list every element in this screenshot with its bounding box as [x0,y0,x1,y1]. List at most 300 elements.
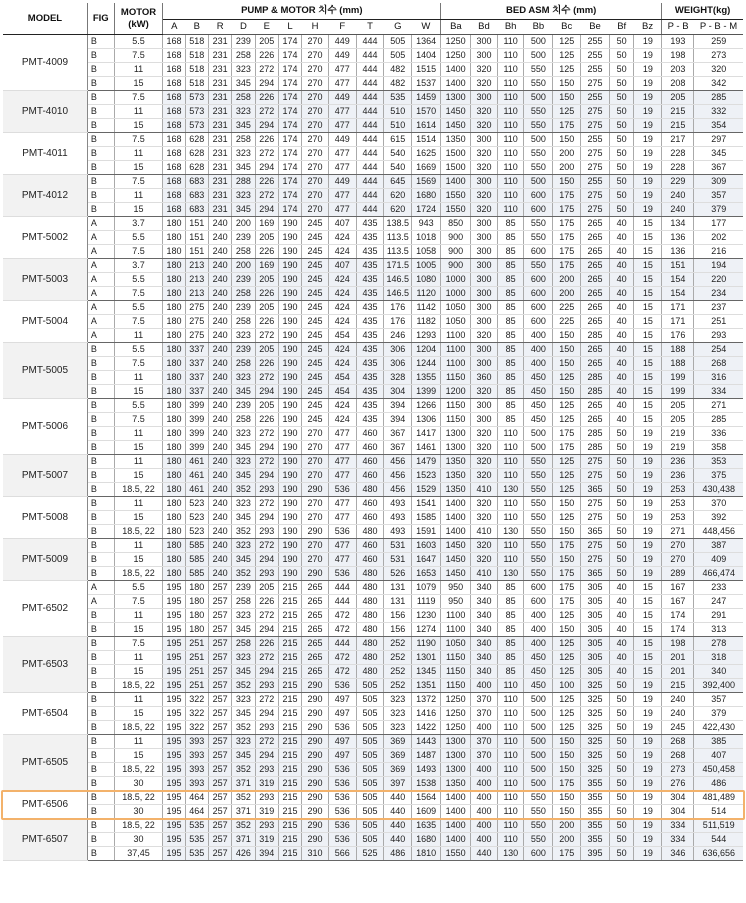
fig-cell: B [87,427,114,441]
value-cell: 40 [609,665,633,679]
value-cell: 320 [471,553,498,567]
value-cell: 239 [232,343,255,357]
value-cell: 130 [497,567,524,581]
table-row [3,189,743,203]
value-cell: 289 [662,567,694,581]
value-cell: 245 [302,259,329,273]
value-cell: 265 [302,637,329,651]
value-cell: 1100 [441,609,471,623]
value-cell: 272 [255,105,278,119]
motor-cell: 5.5 [114,301,163,315]
value-cell: 477 [328,77,356,91]
value-cell: 357 [694,693,743,707]
value-cell: 536 [328,483,356,497]
value-cell: 400 [471,777,498,791]
motor-cell: 11 [114,147,163,161]
value-cell: 1350 [441,777,471,791]
value-cell: 440 [471,847,498,861]
value-cell: 85 [497,385,524,399]
value-cell: 435 [356,413,384,427]
value-cell: 151 [185,245,208,259]
value-cell: 40 [609,637,633,651]
value-cell: 320 [471,63,498,77]
value-cell: 1603 [412,539,441,553]
value-cell: 240 [208,455,231,469]
value-cell: 337 [185,343,208,357]
value-cell: 531 [384,539,412,553]
value-cell: 265 [302,609,329,623]
value-cell: 110 [497,763,524,777]
value-cell: 500 [524,427,553,441]
value-cell: 110 [497,147,524,161]
value-cell: 456 [384,469,412,483]
value-cell: 466,474 [694,567,743,581]
value-cell: 275 [185,329,208,343]
value-cell: 240 [208,483,231,497]
value-cell: 365 [581,483,610,497]
value-cell: 461 [185,455,208,469]
value-cell: 19 [634,749,662,763]
value-cell: 340 [694,665,743,679]
value-cell: 205 [255,301,278,315]
motor-cell: 5.5 [114,273,163,287]
table-row [3,287,743,301]
value-cell: 355 [581,833,610,847]
value-cell: 1250 [441,721,471,735]
value-cell: 190 [278,441,301,455]
table-row [3,553,743,567]
value-cell: 352 [232,679,255,693]
value-cell: 1120 [412,287,441,301]
value-cell: 394 [384,413,412,427]
table-row [3,693,743,707]
value-cell: 270 [302,189,329,203]
table-row [3,623,743,637]
table-row [3,665,743,679]
value-cell: 195 [163,721,185,735]
value-cell: 50 [609,497,633,511]
value-cell: 1355 [412,371,441,385]
fig-cell: B [87,189,114,203]
value-cell: 357 [694,189,743,203]
value-cell: 100 [553,679,581,693]
value-cell: 1300 [441,749,471,763]
value-cell: 294 [255,469,278,483]
value-cell: 180 [163,567,185,581]
motor-cell: 15 [114,77,163,91]
value-cell: 194 [694,259,743,273]
value-cell: 245 [302,371,329,385]
value-cell: 410 [471,525,498,539]
value-cell: 1200 [441,385,471,399]
fig-cell: B [87,441,114,455]
value-cell: 110 [497,469,524,483]
value-cell: 334 [662,819,694,833]
value-cell: 318 [694,651,743,665]
value-cell: 367 [694,161,743,175]
value-cell: 180 [163,371,185,385]
value-cell: 50 [609,679,633,693]
motor-cell: 15 [114,511,163,525]
value-cell: 1550 [441,203,471,217]
column-header: G [384,20,412,35]
value-cell: 323 [232,63,255,77]
value-cell: 19 [634,455,662,469]
fig-cell: B [87,119,114,133]
value-cell: 300 [471,287,498,301]
value-cell: 50 [609,63,633,77]
motor-cell: 11 [114,539,163,553]
value-cell: 320 [471,147,498,161]
value-cell: 150 [553,749,581,763]
value-cell: 500 [524,91,553,105]
value-cell: 180 [185,595,208,609]
value-cell: 293 [255,819,278,833]
value-cell: 110 [497,679,524,693]
value-cell: 174 [278,175,301,189]
value-cell: 525 [356,847,384,861]
value-cell: 268 [662,749,694,763]
value-cell: 435 [356,343,384,357]
value-cell: 19 [634,833,662,847]
value-cell: 272 [255,693,278,707]
value-cell: 482 [384,77,412,91]
value-cell: 379 [694,203,743,217]
fig-header: FIG [87,3,114,35]
value-cell: 174 [278,203,301,217]
value-cell: 175 [553,119,581,133]
value-cell: 1204 [412,343,441,357]
value-cell: 240 [208,231,231,245]
value-cell: 353 [694,455,743,469]
value-cell: 15 [634,651,662,665]
value-cell: 258 [232,357,255,371]
value-cell: 85 [497,609,524,623]
value-cell: 226 [255,49,278,63]
value-cell: 310 [302,847,329,861]
value-cell: 352 [232,525,255,539]
value-cell: 231 [208,203,231,217]
value-cell: 1050 [441,315,471,329]
value-cell: 200 [553,819,581,833]
value-cell: 270 [302,35,329,49]
value-cell: 1523 [412,469,441,483]
value-cell: 290 [302,833,329,847]
value-cell: 168 [163,119,185,133]
value-cell: 174 [278,91,301,105]
value-cell: 205 [255,581,278,595]
value-cell: 275 [581,455,610,469]
value-cell: 205 [662,399,694,413]
motor-cell: 30 [114,777,163,791]
value-cell: 50 [609,49,633,63]
value-cell: 536 [328,805,356,819]
value-cell: 85 [497,637,524,651]
value-cell: 505 [356,791,384,805]
value-cell: 226 [255,133,278,147]
table-row [3,245,743,259]
value-cell: 345 [232,707,255,721]
motor-cell: 11 [114,497,163,511]
value-cell: 270 [302,539,329,553]
fig-cell: B [87,623,114,637]
value-cell: 146.5 [384,287,412,301]
value-cell: 215 [278,707,301,721]
motor-cell: 5.5 [114,581,163,595]
value-cell: 240 [662,707,694,721]
value-cell: 215 [278,581,301,595]
value-cell: 255 [581,91,610,105]
value-cell: 387 [694,539,743,553]
value-cell: 219 [662,427,694,441]
value-cell: 424 [328,231,356,245]
value-cell: 477 [328,553,356,567]
pump-spec-table [3,3,743,861]
value-cell: 125 [553,63,581,77]
value-cell: 251 [185,679,208,693]
value-cell: 50 [609,833,633,847]
value-cell: 1300 [441,91,471,105]
value-cell: 371 [232,805,255,819]
value-cell: 500 [524,175,553,189]
value-cell: 19 [634,553,662,567]
value-cell: 180 [163,385,185,399]
column-header: D [232,20,255,35]
value-cell: 320 [471,455,498,469]
value-cell: 40 [609,581,633,595]
value-cell: 464 [185,791,208,805]
value-cell: 444 [328,581,356,595]
motor-cell: 3.7 [114,259,163,273]
value-cell: 226 [255,315,278,329]
value-cell: 325 [581,735,610,749]
value-cell: 215 [278,609,301,623]
value-cell: 410 [471,567,498,581]
value-cell: 50 [609,441,633,455]
value-cell: 110 [497,427,524,441]
value-cell: 136 [662,231,694,245]
motor-cell: 18.5, 22 [114,567,163,581]
value-cell: 345 [232,665,255,679]
value-cell: 536 [328,721,356,735]
value-cell: 255 [581,175,610,189]
value-cell: 360 [471,371,498,385]
value-cell: 550 [524,161,553,175]
value-cell: 1142 [412,301,441,315]
model-group [3,637,743,693]
value-cell: 514 [694,805,743,819]
value-cell: 1514 [412,133,441,147]
value-cell: 435 [356,287,384,301]
value-cell: 110 [497,63,524,77]
value-cell: 440 [384,791,412,805]
motor-header-unit: (kW) [128,18,149,30]
value-cell: 1345 [412,665,441,679]
value-cell: 252 [384,651,412,665]
value-cell: 320 [471,511,498,525]
value-cell: 85 [497,329,524,343]
value-cell: 240 [208,497,231,511]
value-cell: 190 [278,245,301,259]
value-cell: 150 [553,735,581,749]
value-cell: 424 [328,273,356,287]
value-cell: 300 [471,399,498,413]
value-cell: 150 [553,763,581,777]
value-cell: 550 [524,217,553,231]
value-cell: 477 [328,119,356,133]
value-cell: 500 [524,735,553,749]
fig-cell: B [87,805,114,819]
value-cell: 1515 [412,63,441,77]
value-cell: 424 [328,301,356,315]
value-cell: 400 [524,357,553,371]
motor-cell: 7.5 [114,413,163,427]
value-cell: 180 [163,399,185,413]
value-cell: 180 [163,539,185,553]
motor-cell: 11 [114,329,163,343]
value-cell: 110 [497,133,524,147]
value-cell: 300 [471,245,498,259]
value-cell: 319 [255,805,278,819]
value-cell: 245 [302,385,329,399]
value-cell: 472 [328,665,356,679]
motor-cell: 15 [114,553,163,567]
value-cell: 313 [694,623,743,637]
value-cell: 1119 [412,595,441,609]
fig-cell: B [87,483,114,497]
value-cell: 1182 [412,315,441,329]
table-row [3,581,743,595]
value-cell: 19 [634,791,662,805]
value-cell: 85 [497,231,524,245]
value-cell: 550 [524,147,553,161]
value-cell: 265 [302,595,329,609]
value-cell: 200 [553,273,581,287]
motor-cell: 7.5 [114,245,163,259]
value-cell: 130 [497,525,524,539]
value-cell: 306 [384,357,412,371]
value-cell: 50 [609,805,633,819]
value-cell: 231 [208,35,231,49]
table-row [3,301,743,315]
value-cell: 110 [497,49,524,63]
value-cell: 482 [384,63,412,77]
value-cell: 85 [497,315,524,329]
value-cell: 1564 [412,791,441,805]
value-cell: 205 [255,399,278,413]
motor-cell: 11 [114,693,163,707]
value-cell: 300 [471,413,498,427]
value-cell: 110 [497,35,524,49]
model-group [3,259,743,301]
fig-cell: A [87,301,114,315]
value-cell: 523 [185,497,208,511]
value-cell: 85 [497,259,524,273]
value-cell: 19 [634,805,662,819]
value-cell: 1250 [441,35,471,49]
value-cell: 270 [662,553,694,567]
value-cell: 1018 [412,231,441,245]
value-cell: 195 [163,651,185,665]
table-row [3,161,743,175]
value-cell: 320 [471,203,498,217]
value-cell: 450 [524,371,553,385]
value-cell: 40 [609,287,633,301]
motor-cell: 15 [114,203,163,217]
value-cell: 305 [581,665,610,679]
value-cell: 1400 [441,511,471,525]
value-cell: 620 [384,203,412,217]
value-cell: 150 [553,175,581,189]
value-cell: 535 [384,91,412,105]
value-cell: 239 [232,35,255,49]
value-cell: 290 [302,777,329,791]
value-cell: 257 [208,721,231,735]
value-cell: 150 [553,329,581,343]
value-cell: 168 [163,203,185,217]
value-cell: 50 [609,105,633,119]
value-cell: 50 [609,567,633,581]
value-cell: 477 [328,427,356,441]
value-cell: 40 [609,623,633,637]
value-cell: 450 [524,413,553,427]
value-cell: 245 [302,245,329,259]
value-cell: 125 [553,413,581,427]
motor-cell: 15 [114,623,163,637]
fig-cell: A [87,581,114,595]
value-cell: 213 [185,259,208,273]
model-cell: PMT-6506 [3,791,87,819]
value-cell: 320 [471,427,498,441]
value-cell: 15 [634,273,662,287]
value-cell: 293 [255,525,278,539]
value-cell: 258 [232,595,255,609]
value-cell: 168 [163,91,185,105]
value-cell: 265 [581,399,610,413]
value-cell: 435 [356,399,384,413]
value-cell: 345 [232,203,255,217]
value-cell: 19 [634,721,662,735]
value-cell: 19 [634,161,662,175]
value-cell: 151 [662,259,694,273]
value-cell: 85 [497,301,524,315]
value-cell: 460 [356,455,384,469]
motor-cell: 18.5, 22 [114,679,163,693]
value-cell: 1244 [412,357,441,371]
motor-header [114,3,163,35]
value-cell: 486 [384,847,412,861]
value-cell: 168 [163,147,185,161]
value-cell: 257 [208,707,231,721]
value-cell: 444 [356,49,384,63]
value-cell: 600 [524,203,553,217]
value-cell: 306 [384,343,412,357]
motor-header-label: MOTOR [120,7,157,18]
table-row [3,217,743,231]
value-cell: 231 [208,189,231,203]
model-group [3,497,743,539]
value-cell: 175 [553,567,581,581]
value-cell: 370 [694,497,743,511]
value-cell: 422,430 [694,721,743,735]
model-group [3,175,743,217]
value-cell: 1541 [412,497,441,511]
model-cell: PMT-5006 [3,399,87,455]
value-cell: 325 [581,763,610,777]
value-cell: 190 [278,343,301,357]
column-header: W [412,20,441,35]
value-cell: 265 [302,665,329,679]
